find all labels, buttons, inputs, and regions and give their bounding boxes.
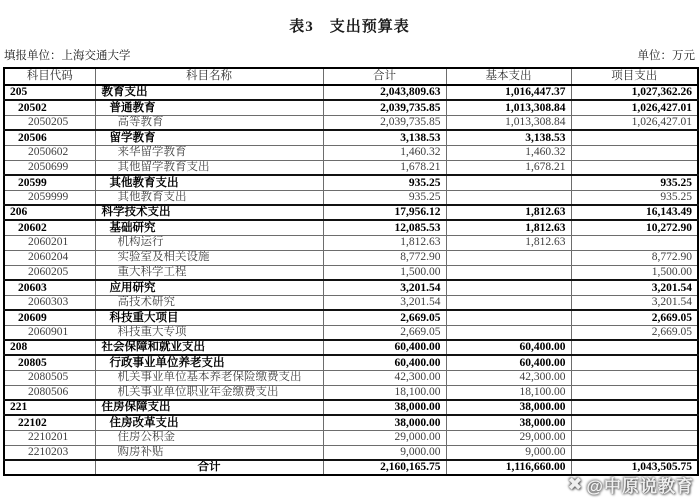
cell-project [571,370,698,385]
cell-code: 2210201 [4,430,95,445]
cell-code: 2060303 [4,295,95,310]
cell-name: 住房保障支出 [95,400,323,415]
cell-code: 2050699 [4,160,95,175]
cell-total: 38,000.00 [323,400,446,415]
cell-total: 2,043,809.63 [323,85,446,100]
table-row [4,430,698,445]
report-unit-label: 填报单位：上海交通大学 [4,50,131,62]
table-row [4,265,698,280]
cell-basic: 1,116,660.00 [446,460,571,475]
cell-project: 1,500.00 [571,265,698,280]
cell-project: 1,026,427.01 [571,100,698,115]
cell-basic: 1,013,308.84 [446,115,571,130]
cell-total: 42,300.00 [323,370,446,385]
cell-project: 1,043,505.75 [571,460,698,475]
table-row [4,115,698,130]
cell-project [571,340,698,355]
watermark-logo-icon: ✖ [567,474,584,494]
cell-code: 2059999 [4,190,95,205]
table-row [4,160,698,175]
cell-code: 20506 [4,130,95,145]
cell-project [571,130,698,145]
cell-name: 科技重大专项 [95,325,323,340]
cell-basic [446,265,571,280]
cell-basic: 1,460.32 [446,145,571,160]
cell-total: 1,500.00 [323,265,446,280]
cell-name: 重大科学工程 [95,265,323,280]
cell-project: 1,026,427.01 [571,115,698,130]
cell-project: 2,669.05 [571,310,698,325]
cell-basic: 3,138.53 [446,130,571,145]
cell-total: 17,956.12 [323,205,446,220]
table-row [4,445,698,460]
cell-project [571,160,698,175]
cell-basic: 42,300.00 [446,370,571,385]
table-row [4,175,698,190]
cell-project [571,445,698,460]
cell-basic: 1,812.63 [446,235,571,250]
cell-project: 935.25 [571,175,698,190]
cell-code: 2050205 [4,115,95,130]
table-row [4,85,698,100]
cell-name: 机关事业单位职业年金缴费支出 [95,385,323,400]
cell-total: 38,000.00 [323,415,446,430]
cell-name: 基础研究 [95,220,323,235]
cell-name: 购房补贴 [95,445,323,460]
cell-total: 2,039,735.85 [323,115,446,130]
cell-total: 2,160,165.75 [323,460,446,475]
cell-total: 29,000.00 [323,430,446,445]
table-row [4,325,698,340]
cell-project [571,430,698,445]
cell-name: 科学技术支出 [95,205,323,220]
cell-code: 2060901 [4,325,95,340]
cell-code: 20609 [4,310,95,325]
column-header: 合计 [323,68,446,85]
cell-total: 60,400.00 [323,355,446,370]
cell-name: 留学教育 [95,130,323,145]
cell-name: 实验室及相关设施 [95,250,323,265]
cell-project [571,400,698,415]
table-row [4,370,698,385]
cell-code: 2060201 [4,235,95,250]
cell-code: 208 [4,340,95,355]
cell-name: 高等教育 [95,115,323,130]
cell-basic: 38,000.00 [446,415,571,430]
cell-basic: 38,000.00 [446,400,571,415]
cell-code: 20603 [4,280,95,295]
cell-code: 22102 [4,415,95,430]
column-header: 基本支出 [446,68,571,85]
cell-name: 机关事业单位基本养老保险缴费支出 [95,370,323,385]
cell-code: 20805 [4,355,95,370]
watermark-text: @中原说教育 [586,477,694,496]
cell-project [571,145,698,160]
column-header: 项目支出 [571,68,698,85]
cell-basic: 1,812.63 [446,205,571,220]
cell-basic [446,250,571,265]
cell-code: 221 [4,400,95,415]
cell-basic: 60,400.00 [446,340,571,355]
table-row [4,235,698,250]
table-row [4,220,698,235]
cell-total: 2,669.05 [323,310,446,325]
cell-code: 2060205 [4,265,95,280]
cell-name: 合计 [95,460,323,475]
cell-name: 其他教育支出 [95,175,323,190]
cell-name: 住房公积金 [95,430,323,445]
cell-basic: 1,016,447.37 [446,85,571,100]
cell-code: 20599 [4,175,95,190]
cell-name: 住房改革支出 [95,415,323,430]
cell-basic: 1,013,308.84 [446,100,571,115]
cell-project [571,355,698,370]
cell-basic: 1,812.63 [446,220,571,235]
table-row [4,400,698,415]
cell-code: 2080505 [4,370,95,385]
cell-basic [446,175,571,190]
budget-table-body [4,85,698,475]
cell-basic: 18,100.00 [446,385,571,400]
cell-code: 20502 [4,100,95,115]
cell-project [571,415,698,430]
cell-basic: 9,000.00 [446,445,571,460]
cell-basic [446,280,571,295]
cell-project [571,385,698,400]
cell-basic [446,310,571,325]
cell-project: 1,027,362.26 [571,85,698,100]
meta-row [4,47,695,63]
table-row [4,205,698,220]
cell-basic [446,325,571,340]
table-row [4,190,698,205]
budget-table-header-row [4,68,698,85]
cell-total: 935.25 [323,175,446,190]
cell-name: 其他教育支出 [95,190,323,205]
cell-project: 935.25 [571,190,698,205]
cell-total: 8,772.90 [323,250,446,265]
table-row [4,130,698,145]
cell-project [571,235,698,250]
cell-total: 1,460.32 [323,145,446,160]
cell-total: 3,138.53 [323,130,446,145]
cell-name: 行政事业单位养老支出 [95,355,323,370]
cell-code: 2210203 [4,445,95,460]
column-header: 科目名称 [95,68,323,85]
page-title: 表3 支出预算表 [289,19,410,35]
cell-project: 10,272.90 [571,220,698,235]
cell-total: 60,400.00 [323,340,446,355]
table-row [4,250,698,265]
cell-total: 2,669.05 [323,325,446,340]
cell-code: 20602 [4,220,95,235]
table-row [4,280,698,295]
cell-basic [446,295,571,310]
cell-code [4,460,95,475]
cell-code: 2080506 [4,385,95,400]
cell-total: 12,085.53 [323,220,446,235]
table-row [4,145,698,160]
table-row [4,355,698,370]
cell-basic: 1,678.21 [446,160,571,175]
cell-total: 3,201.54 [323,280,446,295]
cell-code: 205 [4,85,95,100]
cell-name: 教育支出 [95,85,323,100]
cell-total: 9,000.00 [323,445,446,460]
cell-total: 1,812.63 [323,235,446,250]
table-row [4,100,698,115]
cell-name: 社会保障和就业支出 [95,340,323,355]
cell-code: 2060204 [4,250,95,265]
cell-basic [446,190,571,205]
cell-total: 1,678.21 [323,160,446,175]
cell-name: 机构运行 [95,235,323,250]
cell-name: 高技术研究 [95,295,323,310]
cell-code: 206 [4,205,95,220]
table-row [4,310,698,325]
total-row [4,460,698,475]
cell-total: 3,201.54 [323,295,446,310]
table-row [4,415,698,430]
cell-total: 935.25 [323,190,446,205]
cell-project: 3,201.54 [571,295,698,310]
cell-project: 2,669.05 [571,325,698,340]
cell-basic: 60,400.00 [446,355,571,370]
cell-project: 16,143.49 [571,205,698,220]
cell-name: 来华留学教育 [95,145,323,160]
cell-project: 8,772.90 [571,250,698,265]
table-row [4,295,698,310]
column-header: 科目代码 [4,68,95,85]
cell-project: 3,201.54 [571,280,698,295]
cell-name: 科技重大项目 [95,310,323,325]
cell-name: 普通教育 [95,100,323,115]
currency-unit-label: 单位：万元 [637,50,695,62]
budget-table [3,67,699,476]
table-row [4,385,698,400]
cell-name: 其他留学教育支出 [95,160,323,175]
cell-basic: 29,000.00 [446,430,571,445]
cell-total: 2,039,735.85 [323,100,446,115]
cell-code: 2050602 [4,145,95,160]
cell-name: 应用研究 [95,280,323,295]
cell-total: 18,100.00 [323,385,446,400]
table-row [4,340,698,355]
